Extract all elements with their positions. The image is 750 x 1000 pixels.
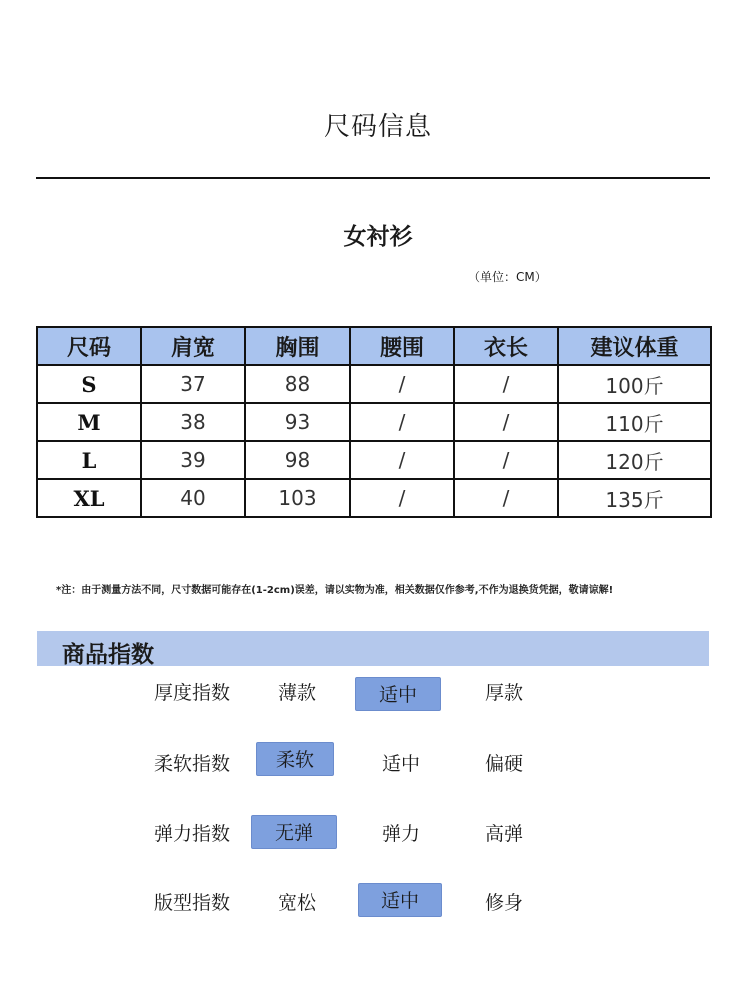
table-cell: / (350, 403, 454, 441)
product-subtitle: 女衬衫 (343, 224, 413, 250)
table-row (37, 365, 711, 403)
table-cell: 38 (141, 403, 245, 441)
option-stiff: 偏硬 (484, 753, 523, 775)
size-cell: XL (37, 479, 141, 517)
header-weight: 建议体重 (558, 327, 711, 365)
option-loose: 宽松 (277, 892, 316, 914)
page-title: 尺码信息 (323, 112, 432, 142)
table-row (37, 403, 711, 441)
disclaimer-note: *注：由于测量方法不同，尺寸数据可能存在(1-2cm)误差，请以实物为准，相关数据仅作参考,不作为退换货凭据，敬请谅解! (56, 585, 614, 596)
table-header-row (37, 327, 711, 365)
table-cell: 110斤 (558, 403, 711, 441)
size-cell: S (37, 365, 141, 403)
option-medium-softness: 适中 (381, 753, 420, 775)
unit-note: （单位：CM） (468, 270, 547, 284)
table-cell: / (350, 365, 454, 403)
table-cell: 98 (245, 441, 350, 479)
option-slim: 修身 (484, 892, 523, 914)
index-label-elasticity: 弹力指数 (154, 823, 231, 845)
header-length: 衣长 (454, 327, 558, 365)
table-row (37, 441, 711, 479)
index-label-thickness: 厚度指数 (154, 682, 231, 704)
option-thin: 薄款 (277, 682, 316, 704)
table-cell: / (454, 479, 558, 517)
selected-chip-regular-fit: 适中 (358, 883, 442, 917)
table-cell: / (350, 441, 454, 479)
table-row (37, 479, 711, 517)
table-cell: 103 (245, 479, 350, 517)
title-divider (36, 177, 710, 179)
selected-chip-soft: 柔软 (256, 742, 334, 776)
table-cell: 37 (141, 365, 245, 403)
index-label-softness: 柔软指数 (154, 753, 231, 775)
table-cell: 39 (141, 441, 245, 479)
table-cell: / (454, 441, 558, 479)
option-stretch: 弹力 (381, 823, 420, 845)
header-chest: 胸围 (245, 327, 350, 365)
option-thick: 厚款 (484, 682, 523, 704)
index-label-fit: 版型指数 (154, 892, 231, 914)
size-table (36, 326, 712, 518)
product-index-title: 商品指数 (62, 642, 154, 668)
table-cell: 40 (141, 479, 245, 517)
table-cell: 93 (245, 403, 350, 441)
table-cell: 120斤 (558, 441, 711, 479)
header-size: 尺码 (37, 327, 141, 365)
table-cell: / (350, 479, 454, 517)
table-cell: 135斤 (558, 479, 711, 517)
table-cell: / (454, 365, 558, 403)
table-cell: 100斤 (558, 365, 711, 403)
table-cell: 88 (245, 365, 350, 403)
selected-chip-no-stretch: 无弹 (251, 815, 337, 849)
option-high-stretch: 高弹 (484, 823, 523, 845)
header-waist: 腰围 (350, 327, 454, 365)
size-cell: L (37, 441, 141, 479)
size-cell: M (37, 403, 141, 441)
table-cell: / (454, 403, 558, 441)
header-shoulder: 肩宽 (141, 327, 245, 365)
selected-chip-medium-thickness: 适中 (355, 677, 441, 711)
